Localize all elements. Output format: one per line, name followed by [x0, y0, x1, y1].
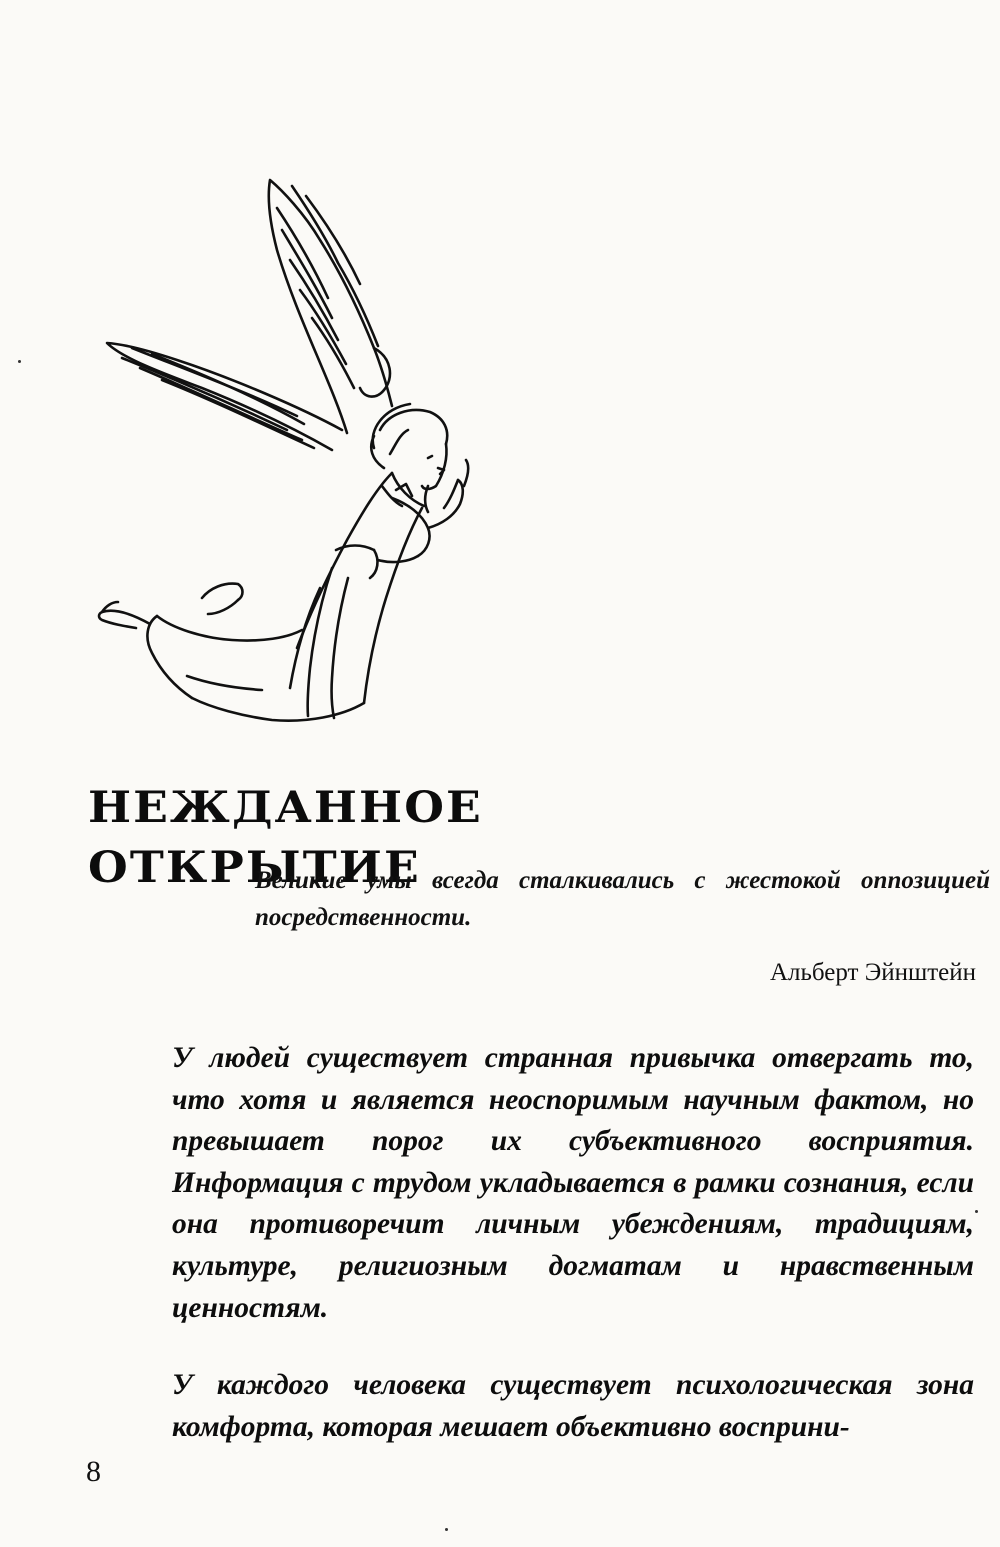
- scan-speck: [18, 360, 21, 363]
- scan-speck: [975, 1210, 978, 1213]
- body-paragraph-2: У каждого человека существует психологическая зона комфорта, которая мешает объективно восприни-: [172, 1369, 974, 1443]
- epigraph-author: Альберт Эйнштейн: [769, 959, 976, 986]
- page-number: 8: [86, 1455, 101, 1488]
- scan-speck: [445, 1528, 448, 1531]
- epigraph-quote: Великие умы всегда сталкивались с жестокой оппозицией посредственности.: [255, 867, 990, 931]
- flying-angel-icon: [92, 168, 472, 738]
- chapter-title: НЕЖДАННОЕ ОТКРЫТИЕ: [88, 783, 483, 893]
- body-paragraph-1: У людей существует странная привычка отвергать то, что хотя и является неоспоримым научным фактом, но превышает порог их субъективного восприятия. Информация с трудом укладывается в рамки сознания, если она противоречит личным убеждениям, традициям, культуре, религиозным догматам и нравственным ценностям.: [172, 1042, 974, 1324]
